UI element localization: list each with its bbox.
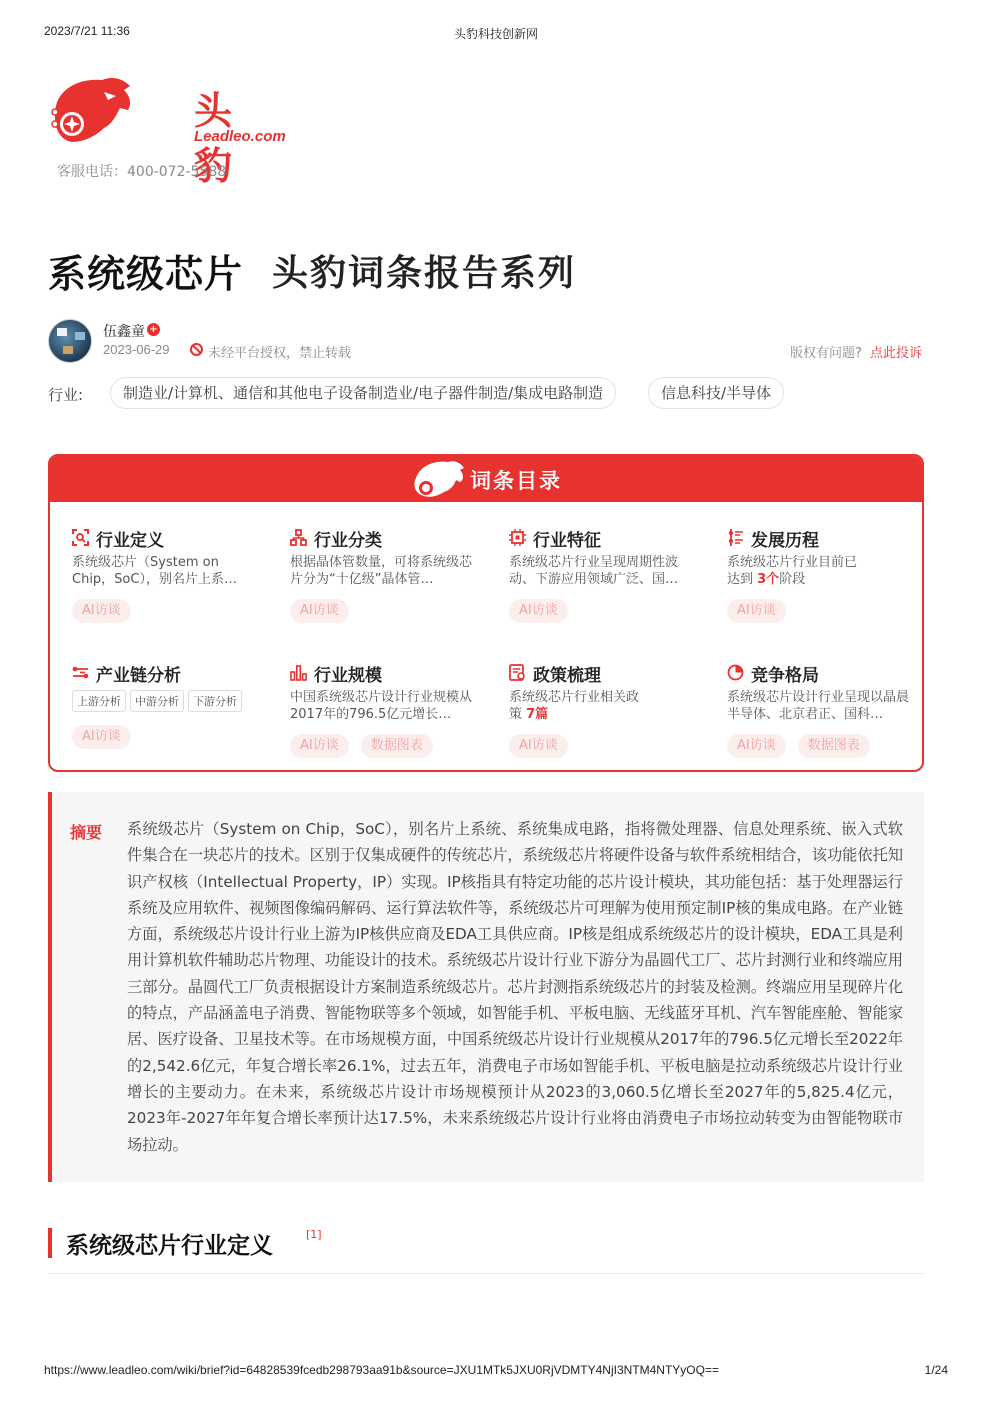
leopard-logo-icon <box>46 72 136 150</box>
toc-item-desc: 系统级芯片行业相关政策 7篇 <box>509 690 640 722</box>
toc-item-history[interactable] <box>727 526 917 626</box>
toc-item-feature[interactable] <box>509 526 699 626</box>
toc-header <box>50 456 922 502</box>
classification-icon <box>290 529 307 546</box>
toc-item-policy[interactable] <box>509 661 699 761</box>
history-icon <box>727 529 744 546</box>
ai-interview-pill[interactable]: AI访谈 <box>727 734 786 758</box>
policy-icon <box>509 664 526 681</box>
brand-name-cn: 头豹 <box>194 89 235 188</box>
toc-item-title: 行业分类 <box>314 531 382 551</box>
toc-item-desc: 中国系统级芯片设计行业规模从2017年的796.5亿元增长… <box>290 690 473 722</box>
market-size-icon <box>290 664 307 681</box>
abstract-box <box>48 792 924 1182</box>
ai-interview-pill[interactable]: AI访谈 <box>509 599 568 623</box>
toc-item-title: 竞争格局 <box>751 666 819 686</box>
toc-item-desc: 系统级芯片设计行业呈现以晶晨半导体、北京君正、国科… <box>727 690 910 722</box>
toc-item-market-size[interactable] <box>290 661 480 761</box>
industry-tag[interactable]: 制造业/计算机、通信和其他电子设备制造业/电子器件制造/集成电路制造 <box>110 377 616 409</box>
toc-item-classification[interactable] <box>290 526 480 626</box>
feature-icon <box>509 529 526 546</box>
hotline: 客服电话：400-072-5588 <box>57 164 227 180</box>
midstream-analysis-tag[interactable]: 中游分析 <box>130 690 184 712</box>
toc-item-title: 产业链分析 <box>96 666 181 686</box>
toc-item-desc: 系统级芯片行业目前已达到 3个阶段 <box>727 555 858 587</box>
publish-date: 2023-06-29 <box>103 342 170 357</box>
data-chart-pill[interactable]: 数据图表 <box>798 734 870 758</box>
downstream-analysis-tag[interactable]: 下游分析 <box>188 690 242 712</box>
abstract-label: 摘要 <box>70 823 103 842</box>
repost-notice: 未经平台授权，禁止转载 <box>208 346 352 361</box>
ai-interview-pill[interactable]: AI访谈 <box>290 734 349 758</box>
print-header-datetime: 2023/7/21 11:36 <box>44 24 130 38</box>
section-accent-bar <box>48 1228 52 1258</box>
toc-item-desc: 根据晶体管数量，可将系统级芯片分为“十亿级”晶体管… <box>290 555 473 587</box>
upstream-analysis-tag[interactable]: 上游分析 <box>72 690 126 712</box>
toc-item-industry-chain[interactable] <box>72 661 262 761</box>
competition-icon <box>727 664 744 681</box>
section-title: 系统级芯片行业定义 <box>66 1233 273 1259</box>
toc-item-title: 政策梳理 <box>533 666 601 686</box>
report-link[interactable]: 点此投诉 <box>870 346 923 361</box>
chain-icon <box>72 664 89 681</box>
print-footer-page: 1/24 <box>924 1363 948 1377</box>
author-verified-icon: + <box>147 323 160 336</box>
industry-label: 行业: <box>48 386 84 404</box>
avatar[interactable] <box>48 319 92 363</box>
toc-item-desc: 系统级芯片（System on Chip，SoC），别名片上系… <box>72 555 237 587</box>
toc-item-competition[interactable] <box>727 661 917 761</box>
author-name[interactable]: 伍鑫童 <box>103 324 145 340</box>
ai-interview-pill[interactable]: AI访谈 <box>72 599 131 623</box>
brand-name-en: Leadleo.com <box>194 128 286 145</box>
toc-item-title: 行业定义 <box>96 531 164 551</box>
toc-item-title: 行业规模 <box>314 666 382 686</box>
toc-title: 词条目录 <box>470 469 562 493</box>
ai-interview-pill[interactable]: AI访谈 <box>727 599 786 623</box>
ai-interview-pill[interactable]: AI访谈 <box>290 599 349 623</box>
ai-interview-pill[interactable]: AI访谈 <box>72 725 131 749</box>
toc-item-desc: 系统级芯片行业呈现周期性波动、下游应用领域广泛、国… <box>509 555 679 587</box>
toc-item-title: 发展历程 <box>751 531 819 551</box>
definition-icon <box>72 529 89 546</box>
toc-card <box>48 454 924 772</box>
abstract-accent-bar <box>48 792 52 1182</box>
print-footer-url: https://www.leadleo.com/wiki/brief?id=64828539fcedb298793aa91b&source=JXU1MTk5JXU0RjVDMTY4NjI3NTM4NTYyOQ== <box>44 1363 719 1377</box>
print-header-site-title: 头豹科技创新网 <box>453 27 538 41</box>
abstract-text: 系统级芯片（System on Chip，SoC），别名片上系统、系统集成电路，指将微处理器、信息处理系统、嵌入式软件集合在一块芯片的技术。区别于仅集成硬件的传统芯片，系统级芯片将硬件设备与软件系统相结合，该功能依托知识产权核（Intellectual Property，IP）实现。IP核指具有特定功能的芯片设计模块，其功能包括：基于处理器运行系统及应用软件、视频图像编码解码、运行算法软件等，系统级芯片可理解为使用预定制IP核的集成电路。在产业链方面，系统级芯片设计行业上游为IP核供应商及EDA工具供应商。IP核是组成系统级芯片的设计模块，EDA工具是利用计算机软件辅助芯片物理、功能设计的技术。系统级芯片设计行业下游分为晶圆代工厂、芯片封测行业和终端应用三部分。晶圆代工厂负责根据设计方案制造系统级芯片。芯片封测指系统级芯片的封装及检测。终端应用呈现碎片化的特点，产品涵盖电子消费、智能物联等多个领域，如智能手机、平板电脑、无线蓝牙耳机、汽车智能座舱、智能家居、医疗设备、卫星技术等。在市场规模方面，中国系统级芯片设计行业规模从2017年的796.5亿元增长至2022年的2,542.6亿元，年复合增长率26.1%，过去五年，消费电子市场如智能手机、平板电脑是拉动系统级芯片设计行业增长的主要动力。在未来，系统级芯片设计市场规模预计从2023的3,060.5亿增长至2027年的5,825.4亿元，2023年-2027年年复合增长率预计达17.5%，未来系统级芯片设计行业将由消费电子市场拉动转变为由智能物联市场拉动。 <box>127 820 903 1154</box>
ai-interview-pill[interactable]: AI访谈 <box>509 734 568 758</box>
section-reference-link[interactable]: [1] <box>306 1228 322 1241</box>
page-title: 系统级芯片 <box>48 252 244 296</box>
copyright-question: 版权有问题? <box>790 346 862 361</box>
toc-item-definition[interactable] <box>72 526 262 626</box>
no-repost-icon <box>190 343 203 356</box>
page-subtitle: 头豹词条报告系列 <box>272 253 577 294</box>
industry-tag[interactable]: 信息科技/半导体 <box>648 377 784 409</box>
toc-item-title: 行业特征 <box>533 531 601 551</box>
section-divider <box>48 1273 924 1274</box>
data-chart-pill[interactable]: 数据图表 <box>361 734 433 758</box>
leopard-small-icon <box>408 458 468 502</box>
